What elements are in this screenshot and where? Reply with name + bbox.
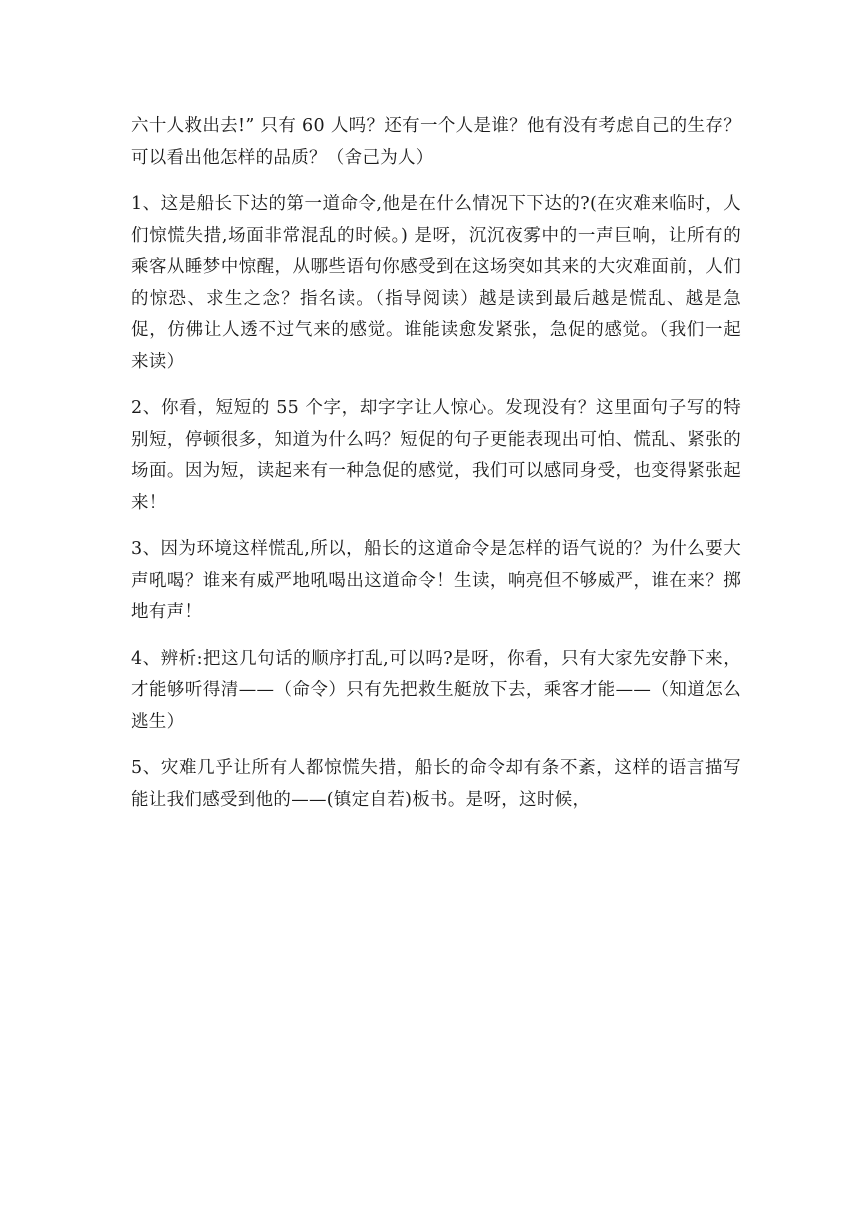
document-body: [131, 111, 741, 831]
paragraph-item-4: 4、辨析:把这几句话的顺序打乱,可以吗?是呀，你看，只有大家先安静下来，才能够听得清——（命令）只有先把救生艇放下去，乘客才能——（知道怎么逃生）: [131, 648, 741, 732]
paragraph-item-1: 1、这是船长下达的第一道命令,他是在什么情况下下达的?(在灾难来临时，人们惊慌失措,场面非常混乱的时候。) 是呀，沉沉夜雾中的一声巨响，让所有的乘客从睡梦中惊醒，从哪些语句你感受到在这场突如其来的大灾难面前，人们的惊恐、求生之念？指名读。（指导阅读）越是读到最后越是慌乱、越是急促，仿佛让人透不过气来的感觉。谁能读愈发紧张，急促的感觉。（我们一起来读）: [131, 194, 741, 372]
paragraph-item-2: 2、你看，短短的 55 个字，却字字让人惊心。发现没有？这里面句子写的特别短，停顿很多，知道为什么吗？短促的句子更能表现出可怕、慌乱、紧张的场面。因为短，读起来有一种急促的感觉，我们可以感同身受，也变得紧张起来！: [131, 398, 741, 513]
paragraph-continuation: 六十人救出去!” 只有 60 人吗？还有一个人是谁？他有没有考虑自己的生存？可以看出他怎样的品质？（舍己为人）: [131, 116, 741, 168]
paragraph-item-5: 5、灾难几乎让所有人都惊慌失措，船长的命令却有条不紊，这样的语言描写能让我们感受到他的——(镇定自若)板书。是呀，这时候，: [131, 758, 741, 810]
paragraph-item-3: 3、因为环境这样慌乱,所以，船长的这道命令是怎样的语气说的？为什么要大声吼喝？谁来有威严地吼喝出这道命令！生读，响亮但不够威严，谁在来？掷地有声！: [131, 539, 741, 622]
